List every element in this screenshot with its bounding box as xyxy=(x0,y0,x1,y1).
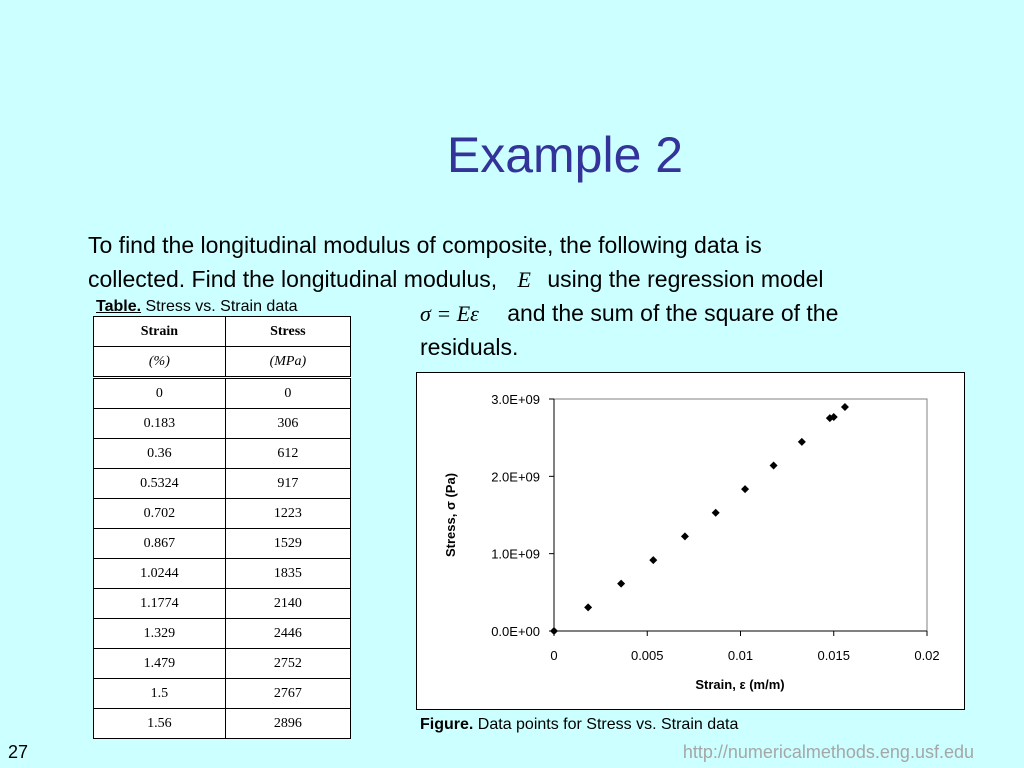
unit-strain: (%) xyxy=(94,347,226,378)
header-strain: Strain xyxy=(94,317,226,347)
x-tick-label: 0.02 xyxy=(914,648,940,663)
y-tick-label: 0.0E+00 xyxy=(491,624,540,639)
strain-cell: 0.702 xyxy=(94,499,226,529)
slide-title: Example 2 xyxy=(446,127,684,183)
scatter-chart xyxy=(416,372,965,710)
table-row xyxy=(94,469,351,499)
statement-line-3 xyxy=(420,296,838,331)
statement-line-2-rest: using the regression model xyxy=(547,266,824,292)
stress-cell: 306 xyxy=(225,409,350,439)
table-caption xyxy=(96,298,298,316)
stress-cell: 2767 xyxy=(225,679,350,709)
strain-cell: 1.479 xyxy=(94,649,226,679)
modulus-symbol: E xyxy=(517,267,531,292)
slide-number: 27 xyxy=(8,742,29,762)
table-caption-label: Table. xyxy=(96,298,142,315)
stress-cell: 2446 xyxy=(225,619,350,649)
stress-strain-table xyxy=(93,316,351,739)
y-tick-label: 3.0E+09 xyxy=(491,392,540,407)
figure-caption xyxy=(420,716,738,734)
stress-cell: 612 xyxy=(225,439,350,469)
table-row xyxy=(94,409,351,439)
strain-cell: 0.5324 xyxy=(94,469,226,499)
stress-cell: 917 xyxy=(225,469,350,499)
statement-line-2-text: collected. Find the longitudinal modulus, xyxy=(88,266,498,292)
statement-line-2 xyxy=(88,262,824,297)
strain-cell: 0.183 xyxy=(94,409,226,439)
header-stress: Stress xyxy=(225,317,350,347)
statement-line-4: residuals. xyxy=(420,334,519,360)
plot-area xyxy=(554,399,927,631)
table-row xyxy=(94,709,351,739)
x-tick-label: 0.005 xyxy=(630,648,664,663)
table-row xyxy=(94,649,351,679)
y-axis-label: Stress, σ (Pa) xyxy=(443,472,458,558)
strain-cell: 0 xyxy=(94,378,226,409)
stress-cell: 2752 xyxy=(225,649,350,679)
y-tick-label: 1.0E+09 xyxy=(491,546,540,562)
stress-cell: 1835 xyxy=(225,559,350,589)
stress-cell: 2896 xyxy=(225,709,350,739)
x-axis-label: Strain, ε (m/m) xyxy=(695,677,785,692)
table-header-row xyxy=(94,317,351,347)
strain-cell: 1.56 xyxy=(94,709,226,739)
strain-cell: 1.5 xyxy=(94,679,226,709)
stress-cell: 2140 xyxy=(225,589,350,619)
table-row xyxy=(94,589,351,619)
figure-caption-label: Figure. xyxy=(420,716,474,733)
unit-stress: (MPa) xyxy=(225,347,350,378)
table-caption-text: Stress vs. Strain data xyxy=(141,298,298,315)
y-tick-label: 2.0E+09 xyxy=(491,469,540,485)
x-tick-label: 0 xyxy=(550,648,558,663)
table-row xyxy=(94,619,351,649)
chart-svg xyxy=(417,373,964,709)
table-row xyxy=(94,679,351,709)
table-row xyxy=(94,529,351,559)
strain-cell: 0.867 xyxy=(94,529,226,559)
table-units-row xyxy=(94,347,351,378)
x-tick-label: 0.015 xyxy=(817,648,851,663)
x-tick-label: 0.01 xyxy=(727,648,754,663)
footer-url[interactable]: http://numericalmethods.eng.usf.edu xyxy=(682,742,974,762)
strain-cell: 1.1774 xyxy=(94,589,226,619)
figure-caption-text: Data points for Stress vs. Strain data xyxy=(473,716,739,733)
regression-equation: σ = Eε xyxy=(420,301,479,326)
table-row xyxy=(94,559,351,589)
strain-cell: 0.36 xyxy=(94,439,226,469)
table-row xyxy=(94,378,351,409)
table-row xyxy=(94,439,351,469)
statement-line-3-text: and the sum of the square of the xyxy=(507,300,839,326)
strain-cell: 1.329 xyxy=(94,619,226,649)
strain-cell: 1.0244 xyxy=(94,559,226,589)
stress-cell: 0 xyxy=(225,378,350,409)
table-row xyxy=(94,499,351,529)
statement-line-1: To find the longitudinal modulus of composite, the following data is xyxy=(88,232,762,258)
stress-cell: 1223 xyxy=(225,499,350,529)
stress-cell: 1529 xyxy=(225,529,350,559)
